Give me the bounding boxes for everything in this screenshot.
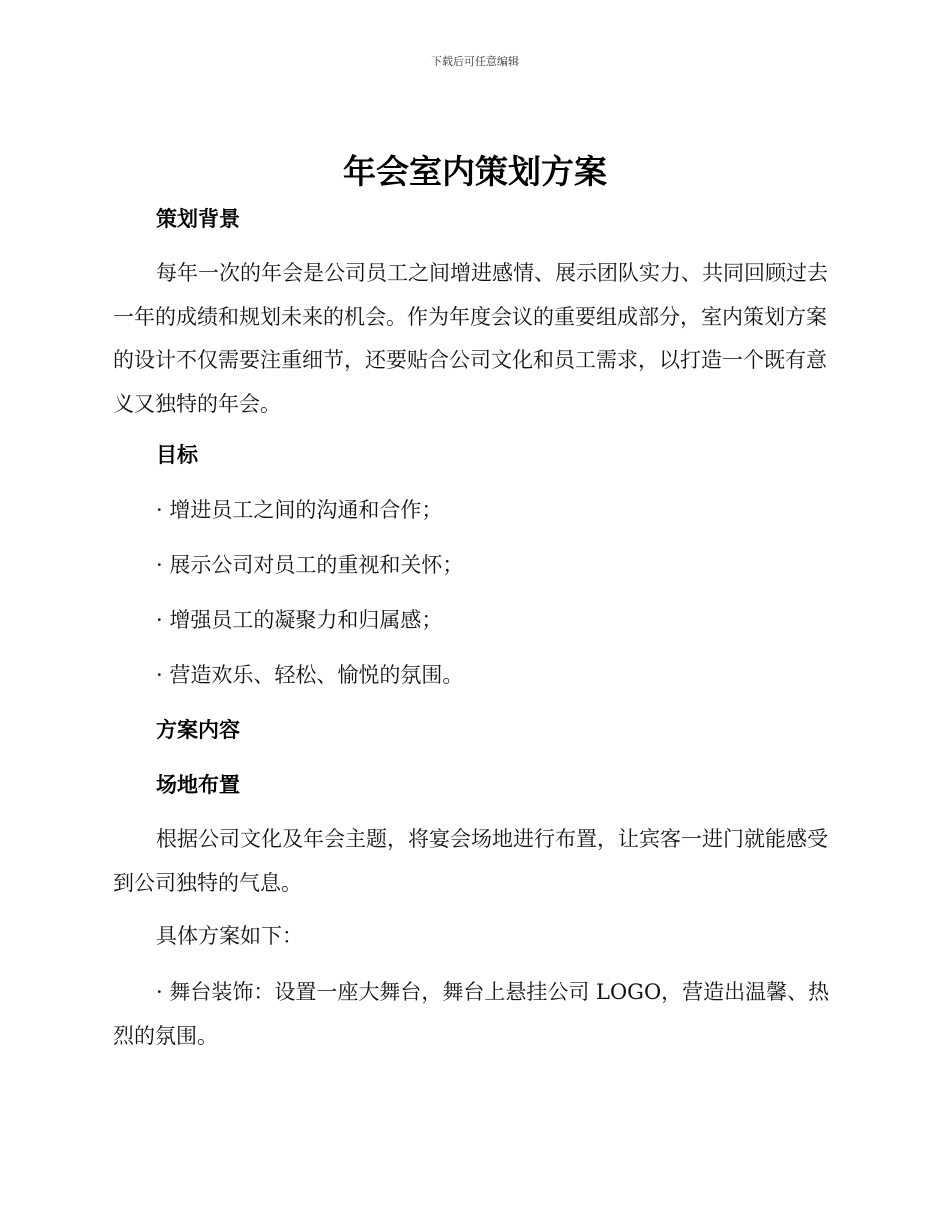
goal-item: · 增强员工的凝聚力和归属感；	[156, 608, 443, 632]
section-heading-venue: 场地布置	[156, 773, 240, 797]
plan-intro-paragraph: 具体方案如下：	[156, 924, 303, 948]
document-title: 年会室内策划方案	[343, 152, 607, 191]
goal-item: · 展示公司对员工的重视和关怀；	[156, 553, 464, 577]
background-paragraph: 每年一次的年会是公司员工之间增进感情、展示团队实力、共同回顾过去一年的成绩和规划未来的机会。作为年度会议的重要组成部分，室内策划方案的设计不仅需要注重细节，还要贴合公司文化和员工需求，以打造一个既有意义又独特的年会。	[113, 261, 828, 416]
section-heading-content: 方案内容	[156, 718, 240, 742]
section-heading-background: 策划背景	[156, 207, 240, 231]
stage-decoration-paragraph: · 舞台装饰：设置一座大舞台，舞台上悬挂公司 LOGO，营造出温馨、热烈的氛围。	[113, 980, 830, 1048]
section-heading-goals: 目标	[156, 443, 198, 467]
venue-paragraph: 根据公司文化及年会主题，将宴会场地进行布置，让宾客一进门就能感受到公司独特的气息。	[113, 827, 828, 895]
page-header-note: 下载后可任意编辑	[431, 55, 519, 68]
goal-item: · 营造欢乐、轻松、愉悦的氛围。	[156, 663, 464, 687]
goal-item: · 增进员工之间的沟通和合作；	[156, 498, 443, 522]
